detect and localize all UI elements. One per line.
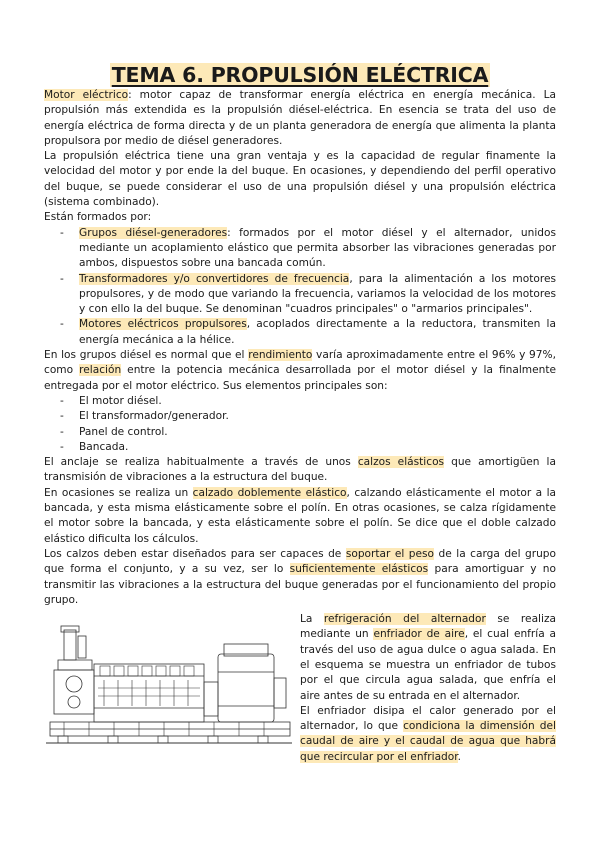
highlight-rendimiento: rendimiento [248, 349, 313, 362]
paragraph-rendimiento: En los grupos diésel es normal que el rendimiento varía aproximadamente entre el 96% y 97%, como relación entre la potencia mecánica desarrollada por el motor diésel y la finalmente entregada por el motor eléctrico. Sus elementos principales son: [44, 349, 557, 392]
list-item: - Panel de control. [44, 425, 556, 440]
paragraph-formados: Están formados por: [44, 211, 152, 224]
highlight-motores: Motores eléctricos propulsores [79, 318, 247, 331]
highlight-suficientemente: suficientemente elásticos [289, 563, 429, 576]
list-item: - Grupos diésel-generadores: formados por el motor diésel y el alternador, unidos mediante un acoplamiento elástico que permita absorber las vibraciones generadas por ambos, dispuestos sobre una bancada común. [44, 226, 556, 272]
paragraph-motor-electrico: Motor eléctrico: motor capaz de transformar energía eléctrica en energía mecánica. La propulsión más extendida es la propulsión diésel-eléctrica. En esencia se trata del uso de energía eléctrica de forma directa y de un planta generadora de energía que alimenta la planta propulsora por medio de diésel generadores. [44, 89, 556, 147]
paragraph-calzos: Los calzos deben estar diseñados para ser capaces de soportar el peso de la carga del grupo que forma el conjunto, y a su vez, ser lo suficientemente elásticos para amortiguar y no transmitir las vibraciones a la estructura del buque generadas por el funcionamiento del propio grupo. [44, 547, 557, 606]
highlight-calzado-doble: calzado doblemente elástico [192, 486, 347, 499]
list-item: - El transformador/generador. [44, 409, 556, 424]
document-body [44, 88, 556, 768]
highlight-calzos-elasticos: calzos elásticos [357, 456, 445, 469]
bottom-section [44, 608, 556, 768]
paragraph-calzado: En ocasiones se realiza un calzado doblemente elástico, calzando elásticamente el motor a la bancada, y esta misma elásticamente sobre el polín. En otras ocasiones, se calza rígidamente el motor sobre la bancada, y esta elásticamente sobre el polín. Se dice que el doble calzado elástico dificulta los cálculos. [44, 486, 557, 545]
highlight-soportar-peso: soportar el peso [345, 547, 435, 560]
cooling-text-column [300, 612, 556, 765]
list-item: - Transformadores y/o convertidores de frecuencia, para la alimentación a los motores propulsores, y de modo que variando la frecuencia, variamos la velocidad de los motores y con ello la del buque. Se denominan "cuadros principales" o "armarios principales". [44, 272, 556, 318]
page-title [0, 62, 600, 88]
highlight-motor-electrico: Motor eléctrico [44, 89, 129, 101]
highlight-condiciona: condiciona la dimensión del caudal de aire y el caudal de agua que habrá que recircular por el enfriador [300, 720, 556, 763]
paragraph-anclaje: El anclaje se realiza habitualmente a través de unos calzos elásticos que amortigüen la transmisión de vibraciones a la estructura del buque. [44, 456, 556, 484]
list-item: - Bancada. [44, 440, 556, 455]
highlight-relacion: relación [79, 364, 122, 377]
diesel-generator-diagram [44, 622, 294, 762]
components-list [44, 226, 556, 348]
highlight-enfriador-aire: enfriador de aire [373, 628, 465, 641]
paragraph-refrigeracion: La refrigeración del alternador se realiza mediante un enfriador de aire, el cual enfría a través del uso de agua dulce o agua salada. En el esquema se muestra un enfriador de tubos por el que circula agua salada, que enfría el aire antes de su entrada en el alternador. [300, 613, 556, 702]
page-title-text: TEMA 6. PROPULSIÓN ELÉCTRICA [111, 62, 489, 87]
elements-list [44, 394, 556, 455]
paragraph-ventaja: La propulsión eléctrica tiene una gran ventaja y es la capacidad de regular finamente la velocidad del motor y por ende la del buque. En ocasiones, y dependiendo del perfil operativo del buque, se puede considerar el uso de una propulsión diésel y una propulsión eléctrica (sistema combinado). [44, 150, 556, 209]
highlight-refrigeracion: refrigeración del alternador [323, 613, 486, 626]
list-item: - Motores eléctricos propulsores, acoplados directamente a la reductora, transmiten la energía mecánica a la hélice. [44, 317, 556, 348]
highlight-transformadores: Transformadores y/o convertidores de frecuencia [79, 272, 350, 285]
highlight-grupos: Grupos diésel-generadores [79, 226, 228, 239]
list-item: - El motor diésel. [44, 394, 556, 409]
paragraph-enfriador: El enfriador disipa el calor generado por el alternador, lo que condiciona la dimensión del caudal de aire y el caudal de agua que habrá que recircular por el enfriador. [300, 704, 556, 763]
